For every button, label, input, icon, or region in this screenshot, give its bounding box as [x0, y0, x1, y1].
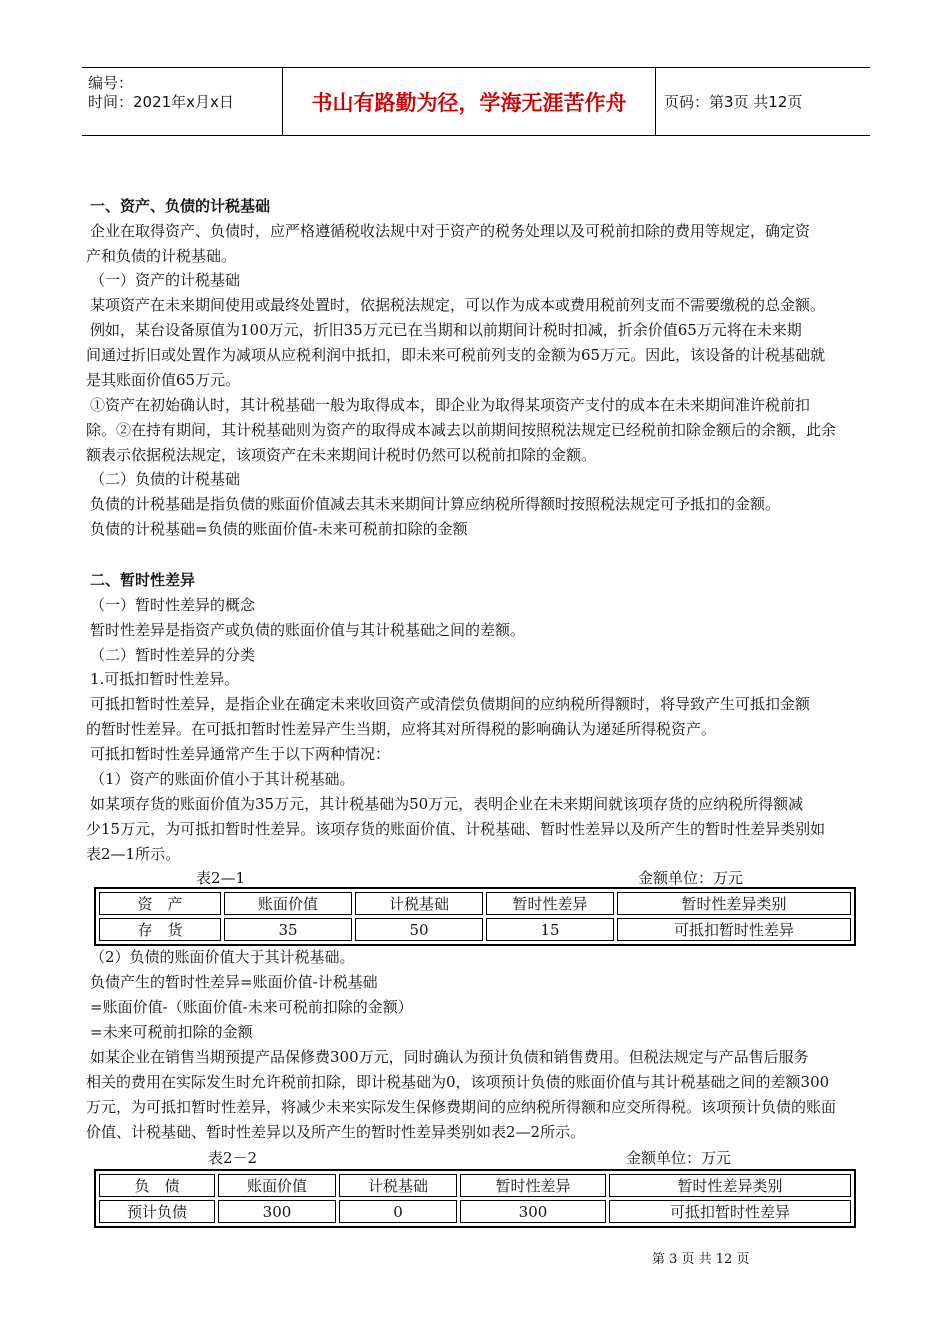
paragraph-line: 企业在取得资产、负债时，应严格遵循税收法规中对于资产的税务处理以及可税前扣除的费用等规定，确定资: [90, 222, 811, 240]
table-header-cell: 资 产: [99, 892, 221, 915]
table1-caption: 表2—1: [196, 869, 246, 887]
table-header-row: [99, 1174, 851, 1197]
paragraph-line: 万元，为可抵扣暂时性差异，将减少未来实际发生保修费期间的应纳税所得额和应交所得税。该项预计负债的账面: [86, 1098, 837, 1116]
table-row: [99, 1200, 851, 1223]
paragraph-line: 的暂时性差异。在可抵扣暂时性差异产生当期，应将其对所得税的影响确认为递延所得税资产。: [86, 720, 717, 738]
table-header-cell: 暂时性差异类别: [609, 1174, 851, 1197]
table-cell: 15: [486, 918, 614, 941]
paragraph-line: 价值、计税基础、暂时性差异以及所产生的暂时性差异类别如表2—2所示。: [86, 1123, 586, 1141]
paragraph-line: 可抵扣暂时性差异通常产生于以下两种情况：: [90, 745, 391, 763]
subheading: （二）负债的计税基础: [90, 470, 241, 488]
table-2-1: [94, 887, 856, 946]
paragraph-line: 如某项存货的账面价值为35万元，其计税基础为50万元，表明企业在未来期间就该项存货的应纳税所得额减: [90, 795, 804, 813]
table-header-cell: 暂时性差异: [460, 1174, 606, 1197]
paragraph-line: 1.可抵扣暂时性差异。: [90, 670, 240, 688]
section-heading-1: 一、资产、负债的计税基础: [90, 197, 271, 215]
formula-line: 负债的计税基础=负债的账面价值-未来可税前扣除的金额: [90, 520, 468, 538]
page-footer: 第 3 页 共 12 页: [652, 1252, 750, 1267]
number-label: 编号：: [88, 74, 134, 92]
paragraph-line: 相关的费用在实际发生时允许税前扣除，即计税基础为0，该项预计负债的账面价值与其计税基础之间的差额300: [86, 1073, 830, 1091]
table-header-cell: 负 债: [99, 1174, 215, 1197]
table-cell: 300: [460, 1200, 606, 1223]
table-cell: 300: [218, 1200, 336, 1223]
formula-line: =账面价值-（账面价值-未来可税前扣除的金额）: [90, 998, 413, 1016]
table-cell: 35: [224, 918, 352, 941]
header-page-info: 页码：第3页 共12页: [664, 93, 803, 111]
paragraph-line: （2）负债的账面价值大于其计税基础。: [90, 948, 355, 966]
table-cell: 预计负债: [99, 1200, 215, 1223]
subheading: （一）资产的计税基础: [90, 271, 241, 289]
table-header-cell: 暂时性差异: [486, 892, 614, 915]
paragraph-line: 例如，某台设备原值为100万元，折旧35万元已在当期和以前期间计税时扣减，折余价值65万元将在未来期: [90, 321, 802, 339]
formula-line: 负债产生的暂时性差异=账面价值-计税基础: [90, 973, 378, 991]
paragraph-line: 间通过折旧或处置作为减项从应税利润中抵扣，即未来可税前列支的金额为65万元。因此，该设备的计税基础就: [86, 346, 826, 364]
table-cell: 可抵扣暂时性差异: [617, 918, 851, 941]
paragraph-line: 如某企业在销售当期预提产品保修费300万元，同时确认为预计负债和销售费用。但税法规定与产品售后服务: [90, 1048, 809, 1066]
paragraph-line: （1）资产的账面价值小于其计税基础。: [90, 770, 355, 788]
header-motto: 书山有路勤为径，学海无涯苦作舟: [282, 68, 656, 135]
paragraph-line: 额表示依据税法规定，该项资产在未来期间计税时仍然可以税前扣除的金额。: [86, 446, 597, 464]
paragraph-line: 暂时性差异是指资产或负债的账面价值与其计税基础之间的差额。: [90, 621, 526, 639]
header-meta: [82, 68, 282, 135]
paragraph-line: 表2—1所示。: [86, 845, 181, 863]
table-cell: 存 货: [99, 918, 221, 941]
paragraph-line: 是其账面价值65万元。: [86, 371, 241, 389]
table1-unit: 金额单位：万元: [638, 869, 744, 887]
table-cell: 可抵扣暂时性差异: [609, 1200, 851, 1223]
table-header-row: [99, 892, 851, 915]
section-heading-2: 二、暂时性差异: [90, 571, 196, 589]
page-header: [82, 67, 870, 136]
subheading: （一）暂时性差异的概念: [90, 596, 256, 614]
table-row: [99, 918, 851, 941]
table2-caption: 表2－2: [208, 1149, 258, 1167]
paragraph-line: 少15万元，为可抵扣暂时性差异。该项存货的账面价值、计税基础、暂时性差异以及所产生的暂时性差异类别如: [86, 820, 826, 838]
table-header-cell: 账面价值: [224, 892, 352, 915]
table-header-cell: 计税基础: [355, 892, 483, 915]
paragraph-line: 除。②在持有期间，其计税基础则为资产的取得成本减去以前期间按照税法规定已经税前扣除金额后的余额，此余: [86, 421, 837, 439]
paragraph-line: 某项资产在未来期间使用或最终处置时，依据税法规定，可以作为成本或费用税前列支而不需要缴税的总金额。: [90, 296, 826, 314]
formula-line: =未来可税前扣除的金额: [90, 1023, 253, 1041]
subheading: （二）暂时性差异的分类: [90, 646, 256, 664]
time-label: 时间：2021年x月x日: [88, 93, 234, 111]
table-cell: 50: [355, 918, 483, 941]
table-header-cell: 暂时性差异类别: [617, 892, 851, 915]
paragraph-line: 负债的计税基础是指负债的账面价值减去其未来期间计算应纳税所得额时按照税法规定可予抵扣的金额。: [90, 495, 781, 513]
paragraph-line: ①资产在初始确认时，其计税基础一般为取得成本，即企业为取得某项资产支付的成本在未来期间准许税前扣: [90, 396, 811, 414]
table-header-cell: 账面价值: [218, 1174, 336, 1197]
paragraph-line: 产和负债的计税基础。: [86, 247, 237, 265]
paragraph-line: 可抵扣暂时性差异，是指企业在确定未来收回资产或清偿负债期间的应纳税所得额时，将导致产生可抵扣金额: [90, 695, 811, 713]
table-2-2: [94, 1169, 856, 1228]
table2-unit: 金额单位：万元: [626, 1149, 732, 1167]
table-cell: 0: [339, 1200, 457, 1223]
table-header-cell: 计税基础: [339, 1174, 457, 1197]
